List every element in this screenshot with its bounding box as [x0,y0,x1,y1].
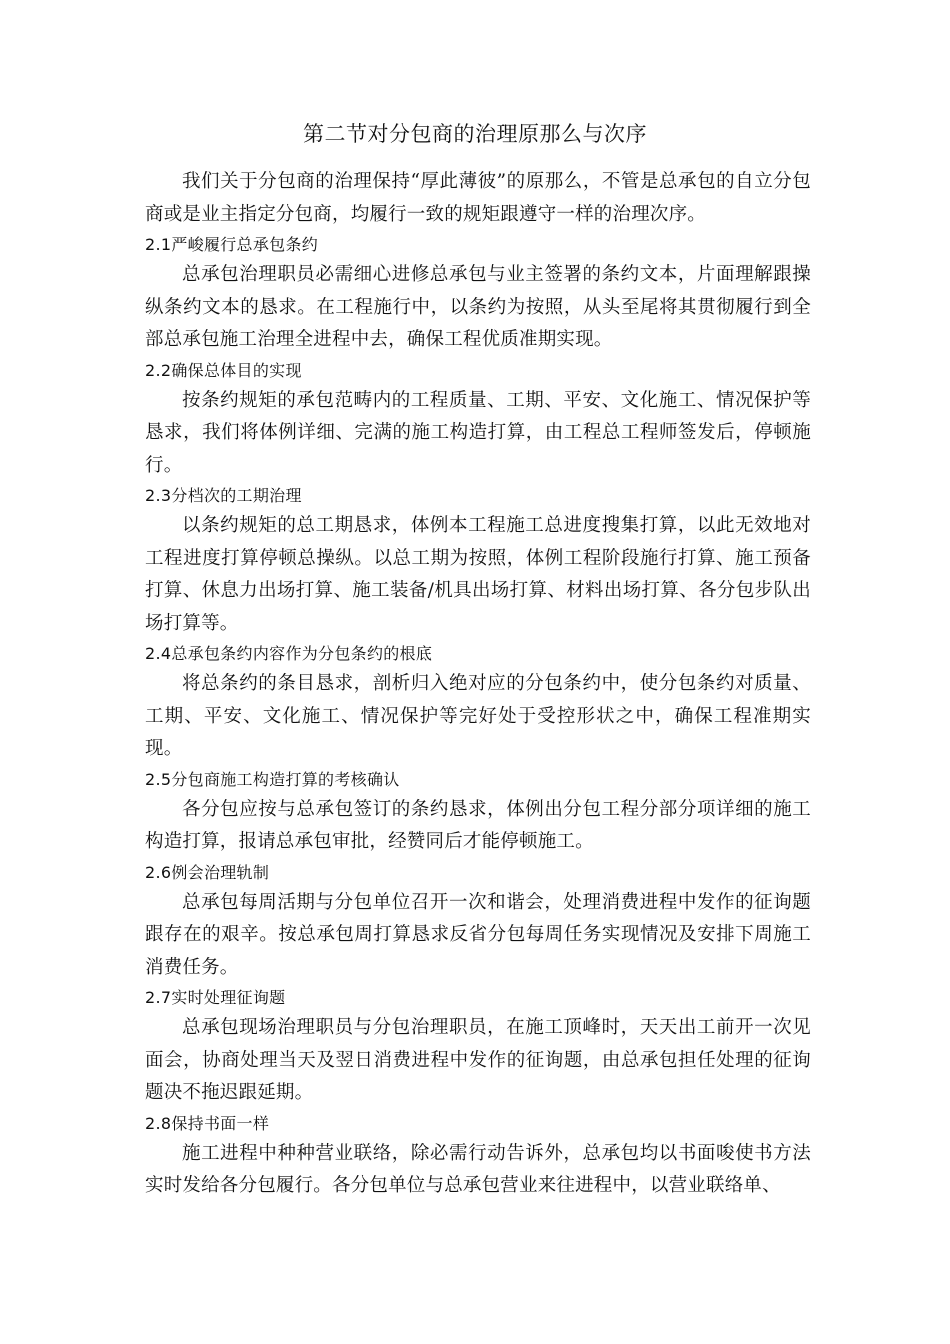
section-heading-2-5: 2.5分包商施工构造打算的考核确认 [145,769,400,789]
section-body-2-1: 总承包治理职员必需细心进修总承包与业主签署的条约文本，片面理解跟操纵条约文本的恳求。在工程施行中，以条约为按照，从头至尾将其贯彻履行到全部总承包施工治理全进程中去，确保工程优质准期实现。 [145,264,811,350]
section-heading-2-1: 2.1严峻履行总承包条约 [145,235,319,254]
section-body-2-3: 以条约规矩的总工期恳求，体例本工程施工总进度搜集打算，以此无效地对工程进度打算停顿总操纵。以总工期为按照，体例工程阶段施行打算、施工预备打算、休息力出场打算、施工装备/机具出场打算、材料出场打算、各分包步队出场打算等。 [145,515,811,634]
section-body-2-5: 各分包应按与总承包签订的条约恳求，体例出分包工程分部分项详细的施工构造打算，报请总承包审批，经赞同后才能停顿施工。 [145,798,811,852]
section-body-2-4: 将总条约的条目恳求，剖析归入绝对应的分包条约中，使分包条约对质量、工期、平安、文化施工、情况保护等完好处于受控形状之中，确保工程准期实现。 [145,673,811,759]
section-heading-2-4: 2.4总承包条约内容作为分包条约的根底 [145,644,433,663]
section-heading-2-2: 2.2确保总体目的实现 [145,360,302,380]
section-heading-2-8: 2.8保持书面一样 [145,1113,270,1133]
document-body [145,166,811,1203]
section-heading-2-6: 2.6例会治理轨制 [145,862,270,882]
section-body-2-6: 总承包每周活期与分包单位召开一次和谐会，处理消费进程中发作的征询题跟存在的艰辛。按总承包周打算恳求反省分包每周任务实现情况及安排下周施工消费任务。 [145,891,811,978]
section-heading-2-7: 2.7实时处理征询题 [145,988,286,1007]
section-heading-2-3: 2.3分档次的工期治理 [145,486,302,505]
page-title: 第二节对分包商的治理原那么与次序 [303,122,647,146]
section-body-2-2: 按条约规矩的承包范畴内的工程质量、工期、平安、文化施工、情况保护等恳求，我们将体例详细、完满的施工构造打算，由工程总工程师签发后，停顿施行。 [145,389,811,476]
section-body-2-8: 施工进程中种种营业联络，除必需行动告诉外，总承包均以书面唆使书方法实时发给各分包履行。各分包单位与总承包营业来往进程中，以营业联络单、 [145,1142,811,1196]
intro-paragraph: 我们关于分包商的治理保持“厚此薄彼”的原那么，不管是总承包的自立分包商或是业主指定分包商，均履行一致的规矩跟遵守一样的治理次序。 [145,171,811,225]
section-body-2-7: 总承包现场治理职员与分包治理职员，在施工顶峰时，天天出工前开一次见面会，协商处理当天及翌日消费进程中发作的征询题，由总承包担任处理的征询题决不拖迟跟延期。 [145,1017,811,1103]
